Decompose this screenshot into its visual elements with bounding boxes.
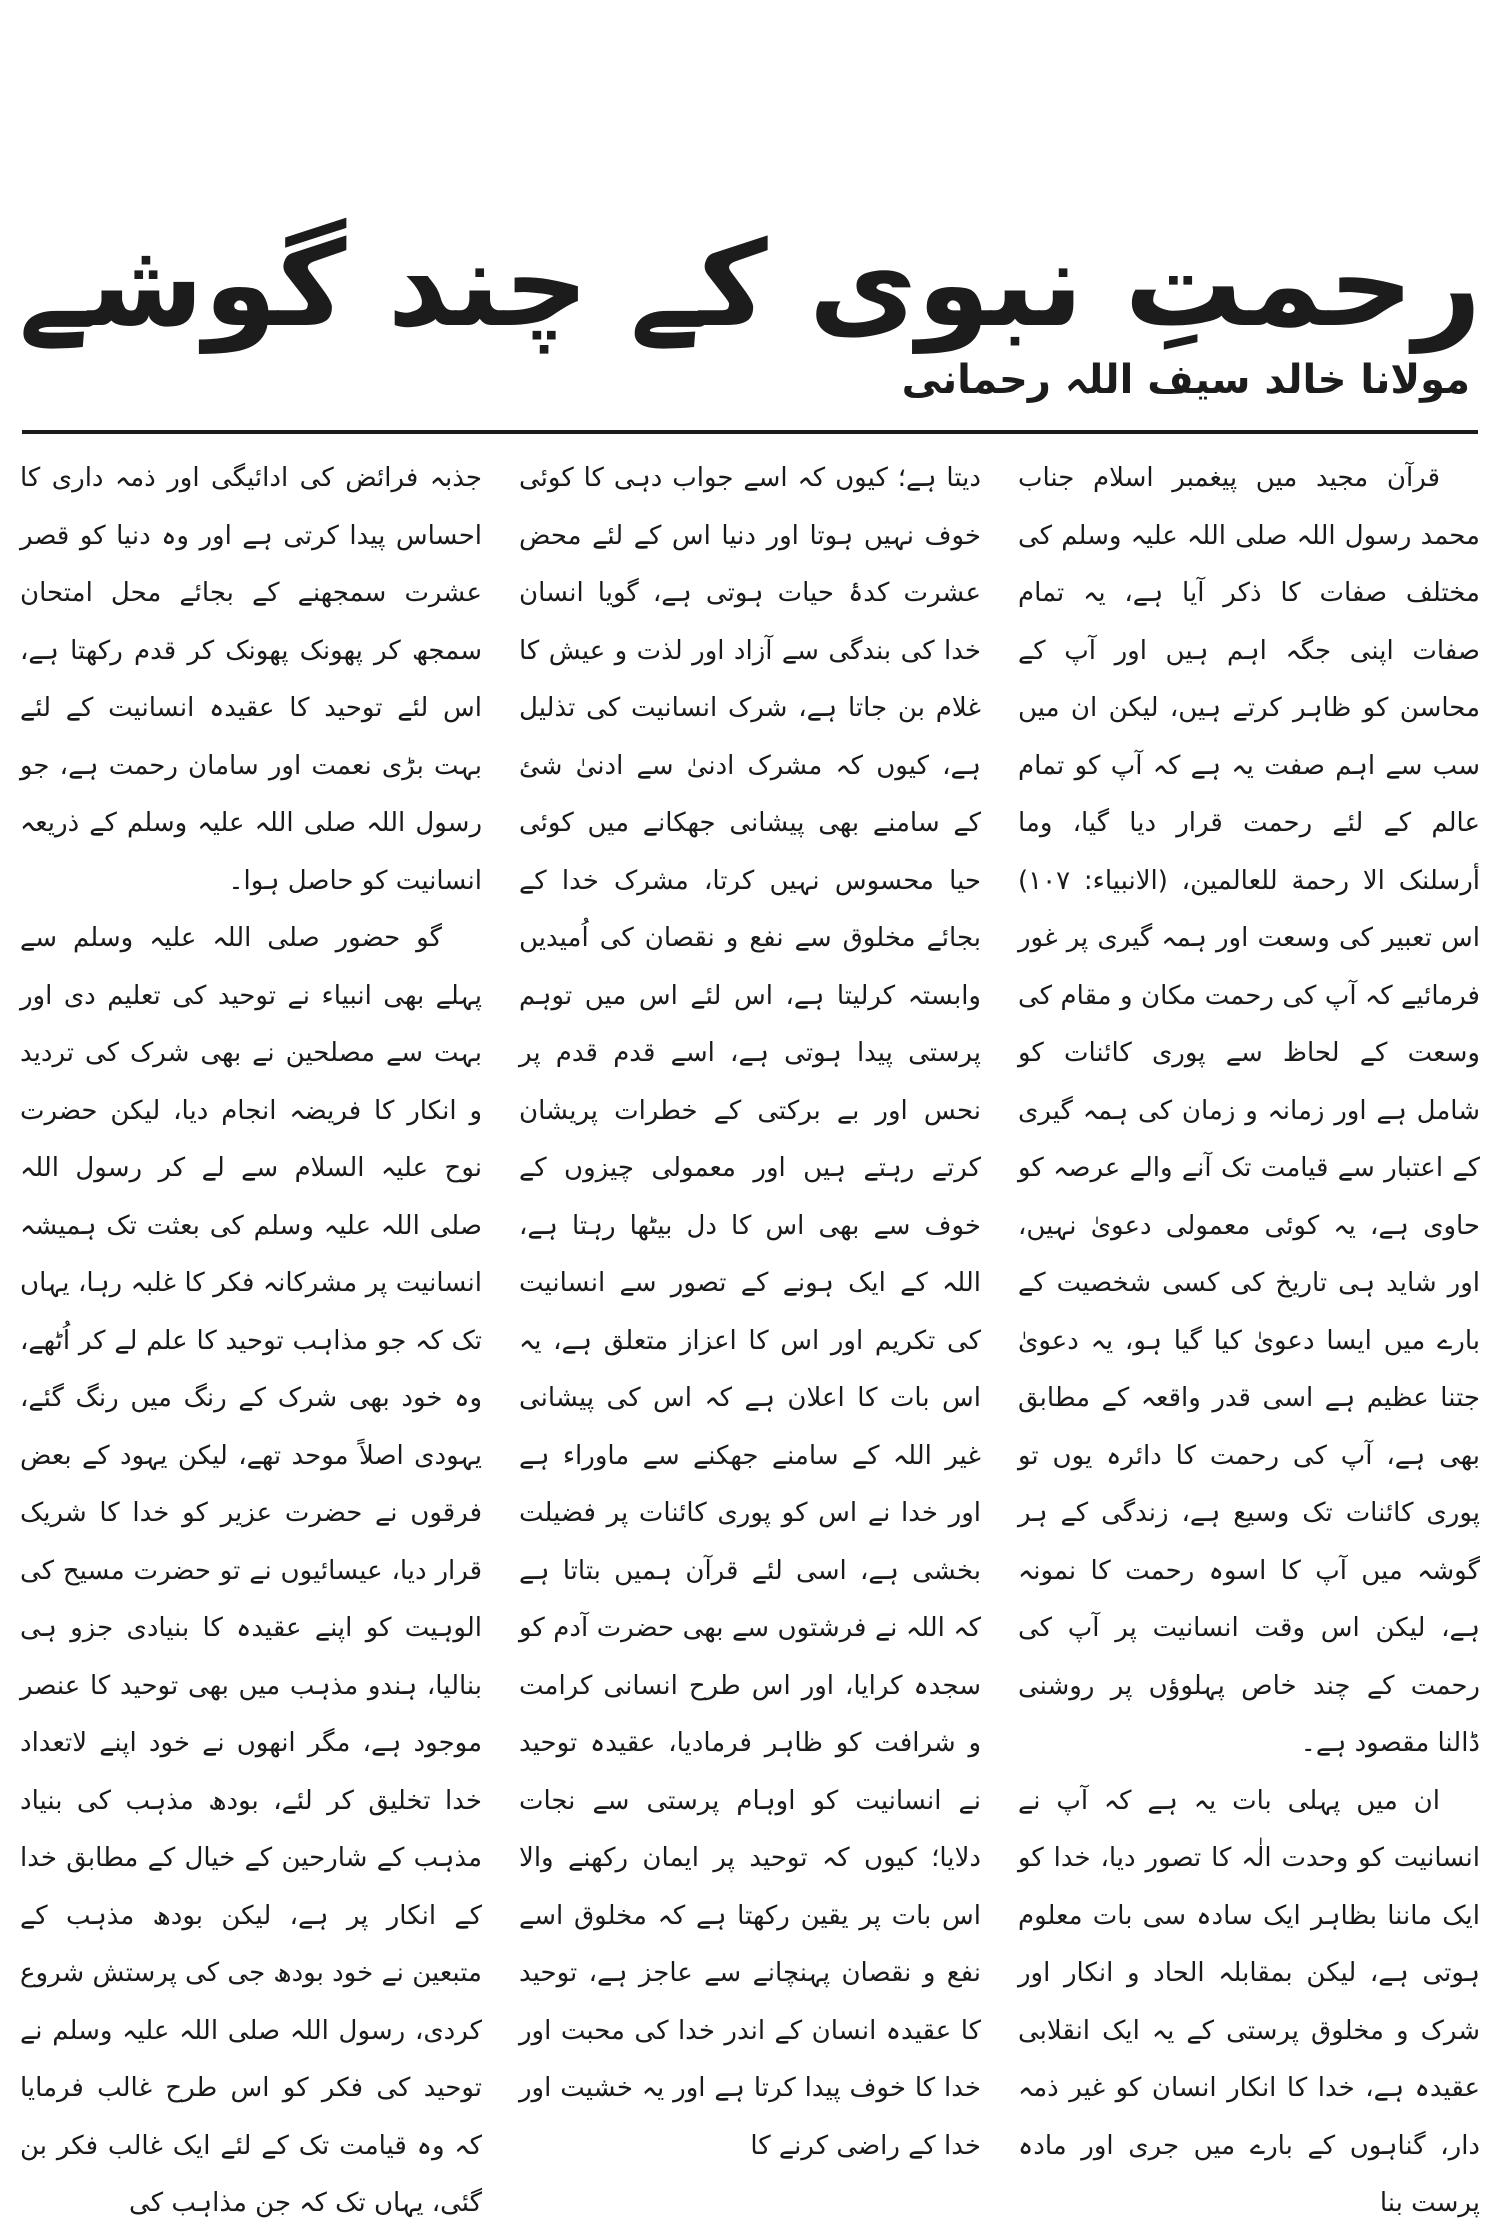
- column-2-paragraph-1: دیتا ہے؛ کیوں کہ اسے جواب دہی کا کوئی خوف نہیں ہوتا اور دنیا اس کے لئے محض عشرت کدۂ حیات ہوتی ہے، گویا انسان خدا کی بندگی سے آزاد اور لذت و عیش کا غلام بن جاتا ہے، شرک انسانیت کی تذلیل ہے، کیوں کہ مشرک ادنیٰ سے ادنیٰ شئ کے سامنے بھی پیشانی جھکانے میں کوئی حیا محسوس نہیں کرتا، مشرک خدا کے بجائے مخلوق سے نفع و نقصان کی اُمیدیں وابستہ کرلیتا ہے، اس لئے اس میں توہم پرستی پیدا ہوتی ہے، اسے قدم قدم پر نحس اور بے برکتی کے خطرات پریشان کرتے رہتے ہیں اور معمولی چیزوں کے خوف سے بھی اس کا دل بیٹھا رہتا ہے، اللہ کے ایک ہونے کے تصور سے انسانیت کی تکریم اور اس کا اعزاز متعلق ہے، یہ اس بات کا اعلان ہے کہ اس کی پیشانی غیر اللہ کے سامنے جھکنے سے ماوراء ہے اور خدا نے اس کو پوری کائنات پر فضیلت بخشی ہے، اسی لئے قرآن ہمیں بتاتا ہے کہ اللہ نے فرشتوں سے بھی حضرت آدم کو سجدہ کرایا، اور اس طرح انسانی کرامت و شرافت کو ظاہر فرمادیا، عقیدہ توحید نے انسانیت کو اوہام پرستی سے نجات دلایا؛ کیوں کہ توحید پر ایمان رکھنے والا اس بات پر یقین رکھتا ہے کہ مخلوق اسے نفع و نقصان پہنچانے سے عاجز ہے، توحید کا عقیدہ انسان کے اندر خدا کی محبت اور خدا کا خوف پیدا کرتا ہے اور یہ خشیت اور خدا کے راضی کرنے کا: [519, 463, 981, 2161]
- header-divider: [22, 430, 1478, 434]
- article-column-1: [1018, 450, 1480, 2218]
- article-author: مولانا خالد سیف اللہ رحمانی: [901, 357, 1470, 403]
- article-title: رحمتِ نبوی کے چند گوشے: [18, 215, 1482, 354]
- article-column-3: [20, 450, 482, 2218]
- column-3-paragraph-1: جذبہ فرائض کی ادائیگی اور ذمہ داری کا احساس پیدا کرتی ہے اور وہ دنیا کو قصر عشرت سمجھنے کے بجائے محل امتحان سمجھ کر پھونک پھونک کر قدم رکھتا ہے، اس لئے توحید کا عقیدہ انسانیت کے لئے بہت بڑی نعمت اور سامان رحمت ہے، جو رسول اللہ صلی اللہ علیہ وسلم کے ذریعہ انسانیت کو حاصل ہوا۔: [20, 463, 482, 896]
- article-column-2: [519, 450, 981, 2170]
- column-1-paragraph-1: قرآن مجید میں پیغمبر اسلام جناب محمد رسول اللہ صلی اللہ علیہ وسلم کی مختلف صفات کا ذکر آیا ہے، یہ تمام صفات اپنی جگہ اہم ہیں اور آپ کے محاسن کو ظاہر کرتے ہیں، لیکن ان میں سب سے اہم صفت یہ ہے کہ آپ کو تمام عالم کے لئے رحمت قرار دیا گیا، وما أرسلنک الا رحمة للعالمین، (الانبیاء: ۱۰۷) اس تعبیر کی وسعت اور ہمہ گیری پر غور فرمائیے کہ آپ کی رحمت مکان و مقام کی وسعت کے لحاظ سے پوری کائنات کو شامل ہے اور زمانہ و زمان کی ہمہ گیری کے اعتبار سے قیامت تک آنے والے عرصہ کو حاوی ہے، یہ کوئی معمولی دعویٰ نہیں، اور شاید ہی تاریخ کی کسی شخصیت کے بارے میں ایسا دعویٰ کیا گیا ہو، یہ دعویٰ جتنا عظیم ہے اسی قدر واقعہ کے مطابق بھی ہے، آپ کی رحمت کا دائرہ یوں تو پوری کائنات تک وسیع ہے، زندگی کے ہر گوشہ میں آپ کا اسوہ رحمت کا نمونہ ہے، لیکن اس وقت انسانیت پر آپ کی رحمت کے چند خاص پہلوؤں پر روشنی ڈالنا مقصود ہے۔: [1018, 463, 1480, 1758]
- article-columns: [20, 450, 1480, 2218]
- column-1-paragraph-2: ان میں پہلی بات یہ ہے کہ آپ نے انسانیت کو وحدت الٰہ کا تصور دیا، خدا کو ایک ماننا بظاہر ایک سادہ سی بات معلوم ہوتی ہے، لیکن بمقابلہ الحاد و انکار اور شرک و مخلوق پرستی کے یہ ایک انقلابی عقیدہ ہے، خدا کا انکار انسان کو غیر ذمہ دار، گناہوں کے بارے میں جری اور مادہ پرست بنا: [1018, 1785, 1480, 2218]
- column-3-paragraph-2: گو حضور صلی اللہ علیہ وسلم سے پہلے بھی انبیاء نے توحید کی تعلیم دی اور بہت سے مصلحین نے بھی شرک کی تردید و انکار کا فریضہ انجام دیا، لیکن حضرت نوح علیہ السلام سے لے کر رسول اللہ صلی اللہ علیہ وسلم کی بعثت تک ہمیشہ انسانیت پر مشرکانہ فکر کا غلبہ رہا، یہاں تک کہ جو مذاہب توحید کا علم لے کر اُٹھے، وہ خود بھی شرک کے رنگ میں رنگ گئے، یہودی اصلاً موحد تھے، لیکن یہود کے بعض فرقوں نے حضرت عزیر کو خدا کا شریک قرار دیا، عیسائیوں نے تو حضرت مسیح کی الوہیت کو اپنے عقیدہ کا بنیادی جزو ہی بنالیا، ہندو مذہب میں بھی توحید کا عنصر موجود ہے، مگر انھوں نے خود اپنے لاتعداد خدا تخلیق کر لئے، بودھ مذہب کی بنیاد مذہب کے شارحین کے خیال کے مطابق خدا کے انکار پر ہے، لیکن بودھ مذہب کے متبعین نے خود بودھ جی کی پرستش شروع کردی، رسول اللہ صلی اللہ علیہ وسلم نے توحید کی فکر کو اس طرح غالب فرمایا کہ وہ قیامت تک کے لئے ایک غالب فکر بن گئی، یہاں تک کہ جن مذاہب کی: [20, 923, 482, 2218]
